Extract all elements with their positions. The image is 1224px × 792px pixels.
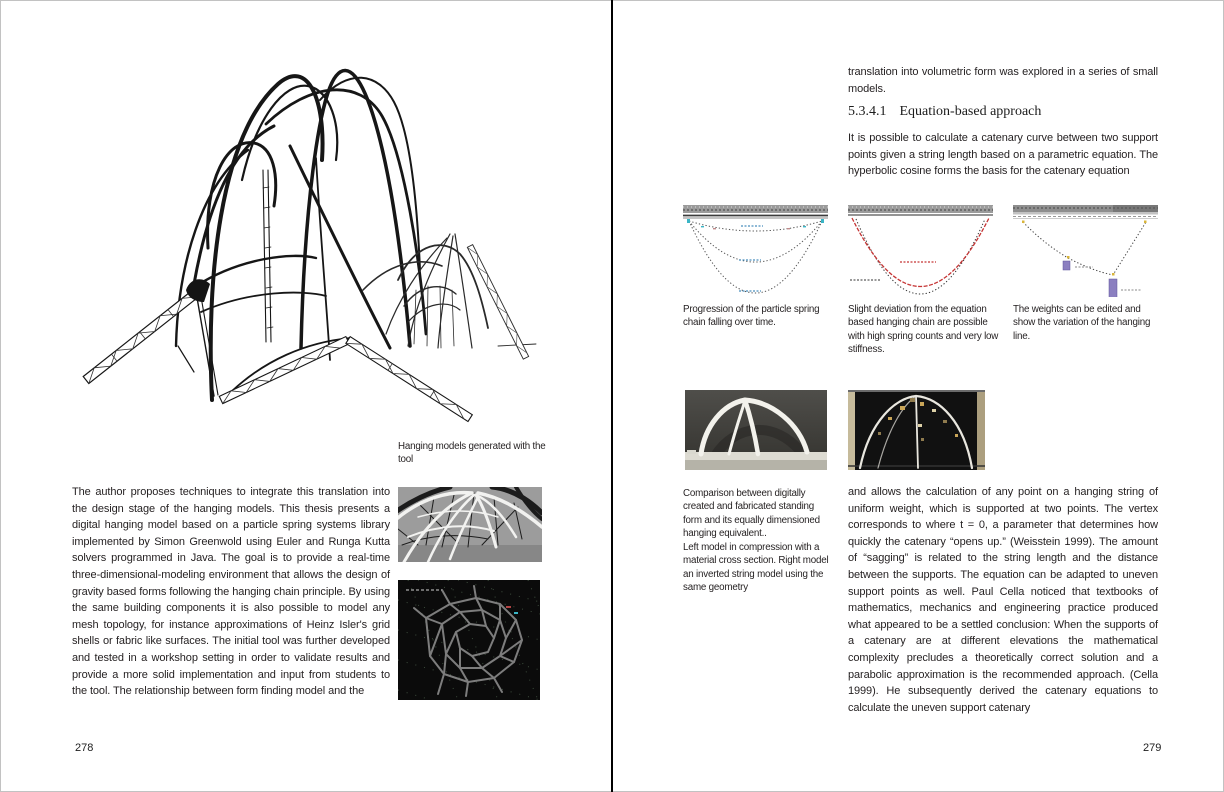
- diagram-caption-2: Slight deviation from the equation based hanging chain are possible with high spring counts and very low stiffness.: [848, 304, 999, 356]
- page-number-right: 279: [1143, 742, 1162, 754]
- truss-leg-bottom-left: [83, 287, 202, 384]
- section-heading: [848, 104, 1041, 120]
- truss-leg-bottom-middle: [219, 337, 349, 404]
- hud-cyan-mark: [514, 612, 518, 614]
- section-number: 5.3.4.1: [848, 104, 887, 119]
- paragraph-intro: It is possible to calculate a catenary curve between two support points given a string length based on a parametric equation. The hyperbolic cosine forms the basis for the catenary equation: [848, 132, 1158, 178]
- diagram-equation-deviation: [848, 205, 993, 297]
- mesh-screenshot-thumbnail: [398, 580, 540, 700]
- weight-block-large: [1109, 279, 1117, 297]
- body-paragraph-left: The author proposes techniques to integrate this translation into the design stage of the hanging models. This thesis presents a digital hanging model based on a particle spring systems library implemented by Simon Greenwold using Euler and Runga Kutta solvers programmed in Java. The goal is to provide a real-time three-dimensional-modeling environment that allows the design of gravity based forms following the hanging chain principle. By using the same building components it is also possible to model any mesh topology, for instance approximations of Heinz Isler's grid shells or fabric like surfaces. The initial tool was further developed and tested in a workshop setting in order to validate results and provide a more solid implementation and input from students to the tool. The relationship between form finding model and the: [72, 486, 390, 698]
- render-thumbnail: [398, 487, 542, 562]
- paragraph-continued: translation into volumetric form was explored in a series of small models.: [848, 66, 1158, 95]
- diagram-edited-weights: [1013, 205, 1158, 297]
- hud-red-mark: [506, 606, 511, 608]
- truss-leg-bottom-right: [346, 337, 472, 422]
- photo-hanging-model: [848, 390, 985, 470]
- page-divider: [611, 0, 613, 792]
- figure-caption-left: Hanging models generated with the tool: [398, 441, 546, 466]
- photo-caption-part2: Left model in compression with a material cross section. Right model an inverted string model using the same geometry: [683, 542, 829, 594]
- body-paragraph-right: and allows the calculation of any point on a hanging string of uniform weight, which is supported at two points. The vertex corresponds to where t = 0, a parameter that determines how quickly the catenary “opens up.” (Weisstein 1999). The amount of “sagging” is related to the string length and the distance between the supports. The equation can be adapted to uneven support points as well. Paul Cella noticed that textbooks of mathematics, mechanics and engineering practice produced what appeared to be a settled conclusion: When the supports of a catenary are at different elevations the mathematical complexity precludes a theoretically correct solution and a parabolic approximation is the recommended approach. (Cella 1999). He subsequently derived the catenary equations to calculate the uneven support catenary: [848, 486, 1158, 714]
- photo-caption-part1: Comparison between digitally created and fabricated standing form and its equally dimensioned hanging equivalent..: [683, 488, 820, 540]
- diagram-caption-1: Progression of the particle spring chain falling over time.: [683, 304, 820, 329]
- diagram-chain-progression: [683, 205, 828, 297]
- truss-leg-far-right: [467, 245, 528, 359]
- page-number-left: 278: [75, 742, 94, 754]
- weight-block-small: [1063, 261, 1070, 270]
- diagram-caption-3: The weights can be edited and show the variation of the hanging line.: [1013, 304, 1151, 342]
- photo-standing-model: [685, 390, 827, 470]
- section-title: Equation-based approach: [899, 104, 1042, 119]
- hanging-models-wireframe-figure: [58, 28, 550, 470]
